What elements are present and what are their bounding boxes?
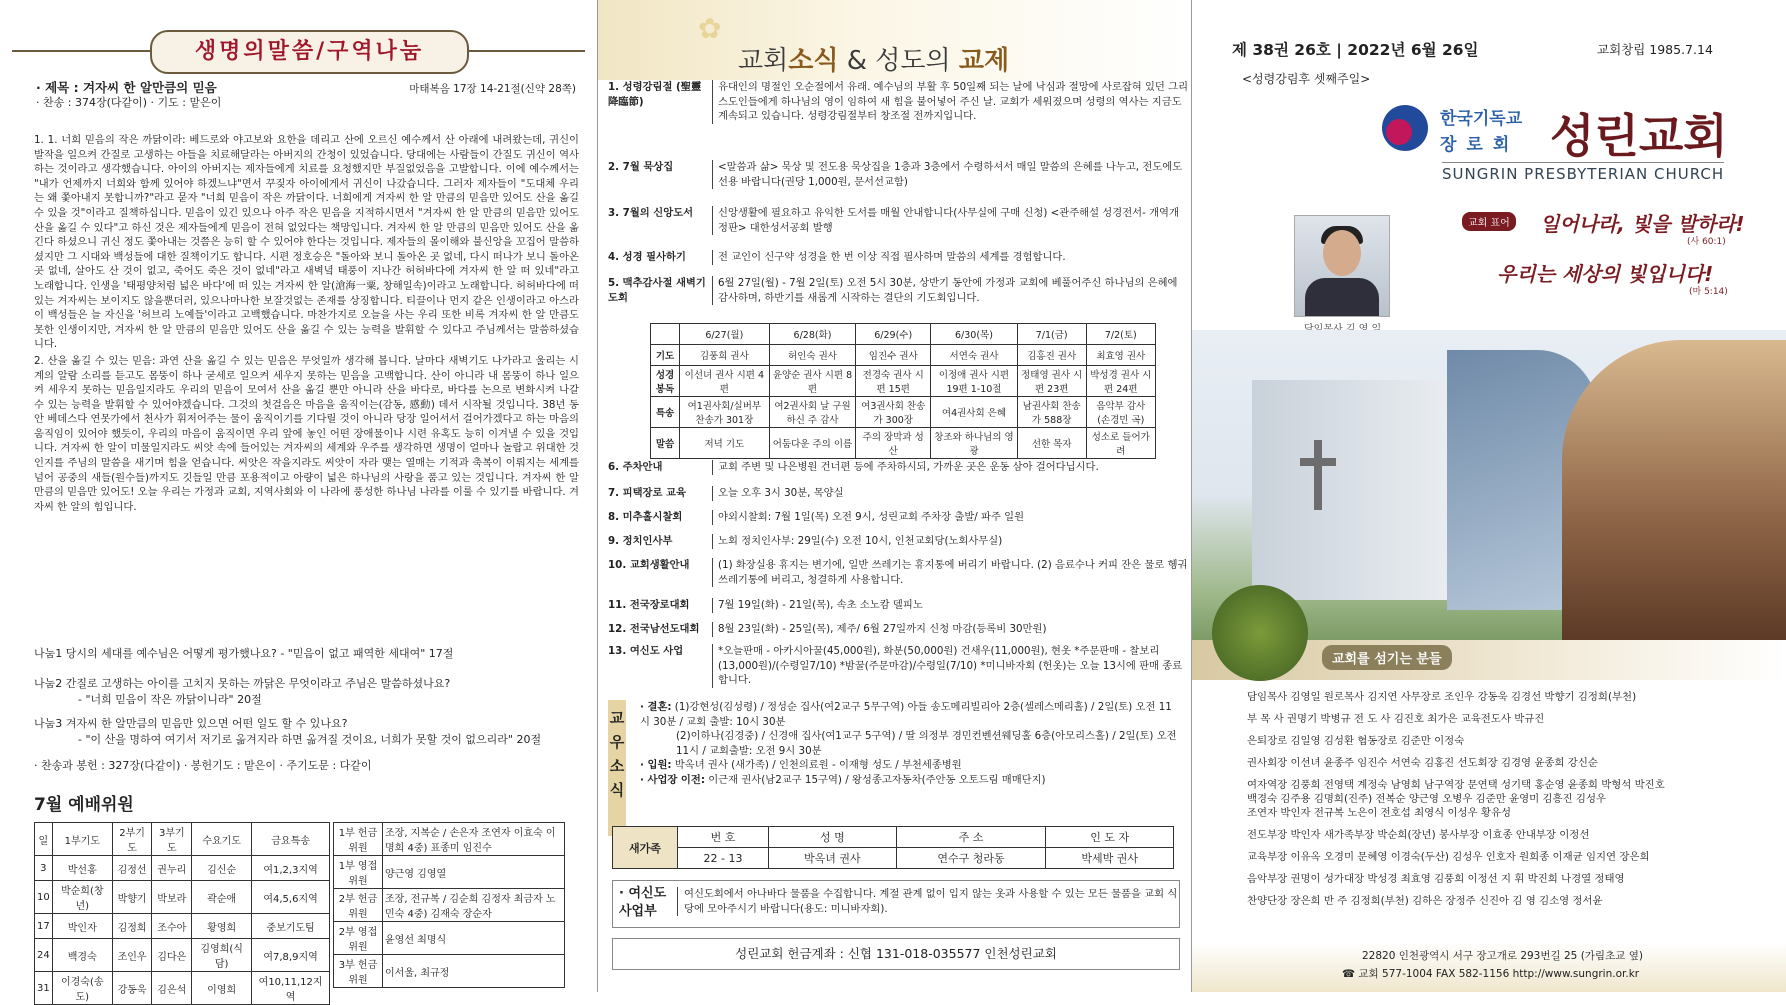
list-item: 여자역장 김풍희 전영택 계정숙 남영희 남구역장 문연택 성기택 홍순영 윤종희 박형석 박진호 [1247, 779, 1665, 791]
list-item: 담임목사 김영일 원로목사 김지연 사무장로 조인우 강동욱 김경선 박향기 김정희(부천) [1247, 691, 1637, 703]
cell: 여10,11,12지역 [252, 972, 330, 1005]
cell: 최효영 권사 [1086, 345, 1155, 366]
sermon-paragraph-2: 2. 산을 옮길 수 있는 믿음: 과연 산을 옮길 수 있는 믿음은 무엇일까 생각해 봅니다. 날마다 새벽기도 나가라고 울리는 시계의 알람 소리를 듣고도 몸뚱이 하나 굳세로 일으켜 세우지 못하는 믿음을 고백합니다. 산이 아니라 내 몸뚱이 하나 일으켜 세우지 못하는 믿음일지라도 우리의 믿음이 모여서 산을 옮길 뿐만 아니라 산을 바다로, 바다를 논으로 변화시켜 나갈 수 있는 능력을 발휘할 수 있어야겠습니다. 그것의 첫걸음은 마음을 움직이는(감동, 感動) 데서 시작될 것입니다. 38년 동안 베데스다 연못가에서 천사가 휘저어주는 물이 움직이기를 기다릴 것이 아니라 당장 일어서서 걸어가겠다고 하는 마음의 움직임이 있어야 했듯이, 우리의 마음이 움직이면 우리 앞에 놓인 어떤 장애물이나 시련 유혹도 능히 이겨낼 수 있을 것입니다. 겨자씨 한 알이 미물일지라도 씨앗 속에 들어있는 겨자씨의 세계와 우주를 생각하면 생명이 얼마나 놀랍고 위대한 것인지를 주님의 말씀을 새기며 힘을 얻습니다. 씨앗은 작을지라도 씨앗이 자라 맺는 열매는 기적과 축복이 이뤄지는 세계를 넘어 공중의 새들(원수들)까지도 깃들일 만큼 포용적이고 아량이 넓은 하나님의 사랑을 품고 있는 것입니다. 겨자씨 한 알 만큼의 믿음만 있어도! 오늘 우리는 가정과 교회, 지역사회와 이 나라에 풍성한 하나님 나라를 이룰 수 있기를 바랍니다. 겨자씨 한 알의 힘입니다. [34, 354, 579, 513]
denomination-line-1: 한국기독교 [1440, 109, 1523, 129]
news-text: 노회 정치인사부: 29일(수) 오전 10시, 인천교회당(노회사무실) [712, 534, 1188, 549]
cell: 김풍희 권사 [680, 345, 770, 366]
cell: 2부 영접위원 [334, 922, 383, 955]
sermon-meta [36, 80, 576, 110]
title-part: 교제 [958, 46, 1010, 76]
church-contact: ☎ 교회 577-1004 FAX 582-1156 http://www.sungrin.or.kr [1342, 968, 1640, 980]
news-label: 3. 7월의 신앙도서 [608, 207, 694, 219]
cell: 24 [35, 939, 53, 972]
cell: 조장, 전규복 / 김순희 김정자 최금자 노민숙 4중) 김재숙 장순자 [383, 889, 565, 922]
cell: 31 [35, 972, 53, 1005]
list-item: 조연자 박인자 전규복 노은이 전호섭 최영식 이성우 황유성 [1247, 807, 1512, 819]
cell: 2부 헌금위원 [334, 889, 383, 922]
cell: 황영희 [192, 914, 252, 939]
header-cell: 인 도 자 [1046, 827, 1174, 848]
row-label: 특송 [651, 397, 680, 428]
table-row [651, 324, 1156, 345]
header-cell: 1부기도 [52, 823, 112, 856]
news-item [608, 206, 1178, 240]
worship-header-row [35, 823, 330, 856]
news-text: (1) 화장실용 휴지는 변기에, 일반 쓰레기는 휴지통에 버리기 바랍니다. (2) 음료수나 커피 잔은 물로 헹궈 쓰레기통에 버리고, 청결하게 사용합니다. [712, 558, 1188, 587]
cell: 전경숙 권사 시편 15편 [856, 366, 931, 397]
news-label: 12. 전국남선도대회 [608, 623, 700, 635]
cell: 조수아 [152, 914, 192, 939]
panel-cover [1192, 0, 1786, 992]
news-text: 전 교인이 신구약 성경을 한 번 이상 직접 필사하며 말씀의 세계를 경험합니다. [712, 250, 1188, 265]
cell: 서연숙 권사 [931, 345, 1018, 366]
list-item: 백경숙 김주용 김명희(진주) 전복순 양근영 오병우 김준만 윤영미 김흥진 김성우 [1247, 793, 1607, 805]
table-row [613, 848, 1174, 869]
header-cell: 2부기도 [112, 823, 152, 856]
news-item [608, 250, 1178, 268]
table-row [334, 889, 565, 922]
cell: 성소로 들어가려 [1086, 428, 1155, 459]
move-text: 이근재 권사(남2교구 15구역) / 왕성종고자동차(주안동 오토드림 매매단지) [708, 773, 1046, 786]
table-row [35, 856, 330, 881]
cell: 선한 목자 [1017, 428, 1086, 459]
news-label: 2. 7월 묵상집 [608, 161, 674, 173]
sermon-hymn-pray: · 찬송 : 374장(다같이) · 기도 : 맡은이 [36, 96, 222, 109]
cell: 여4권사회 은혜 [931, 397, 1018, 428]
flower-icon: ✿ [698, 12, 722, 45]
cell: 권누리 [152, 856, 192, 881]
table-row [334, 856, 565, 889]
cell: 이경숙(송도) [52, 972, 112, 1005]
cell: 박선홍 [52, 856, 112, 881]
cell: 이영희 [192, 972, 252, 1005]
panel-sermon [0, 0, 598, 1003]
news-text: 유대인의 명절인 오순절에서 유래. 예수님의 부활 후 50일째 되는 날에 낙심과 절망에 사로잡혀 있던 그리스도인들에게 하나님의 영이 임하여 새 힘을 불어넣어 주신 날. 교회가 세워졌으며 성령의 역사는 지금도 계속되고 있습니다. 성령강림절부터 창조절 전까지입니다. [712, 80, 1188, 124]
header-cell: 7/2(토) [1086, 324, 1155, 345]
sanctuary-interior-image [1562, 340, 1786, 640]
cell: 이정애 권사 시편 19편 1-10절 [931, 366, 1018, 397]
list-item: 찬양단장 장은희 반 주 김정희(부천) 김하은 장정주 신진아 김 영 김소영 정서윤 [1247, 895, 1603, 907]
new-family-table [612, 826, 1174, 869]
cell: 여2권사회 날 구원하신 주 감사 [769, 397, 856, 428]
table-row [334, 823, 565, 856]
answer-3: - "이 산을 명하여 여기서 저기로 옮겨지라 하면 옮겨질 것이요, 너희가 못할 것이 없으리라" 20절 [78, 733, 542, 746]
news-text: 7월 19일(화) - 21일(목), 속초 소노캄 델피노 [712, 598, 1188, 613]
cell: 박보라 [152, 881, 192, 914]
cell: 백경숙 [52, 939, 112, 972]
news-label: 11. 전국장로대회 [608, 599, 690, 611]
header-cell: 7/1(금) [1017, 324, 1086, 345]
news-text: 야외시찰회: 7월 1일(목) 오전 9시, 성린교회 주차장 출발/ 파주 일원 [712, 510, 1188, 525]
cell: 3부 헌금위원 [334, 955, 383, 988]
news-heading [738, 40, 1148, 77]
table-row [35, 914, 330, 939]
header-cell: 번 호 [678, 827, 769, 848]
sermon-heading: 생명의말씀/구역나눔 [150, 30, 469, 74]
church-logo-icon [1382, 105, 1428, 151]
news-label: 8. 미추홀시찰회 [608, 511, 683, 523]
news-text: 신앙생활에 필요하고 유익한 도서를 매월 안내합니다(사무실에 구매 신청) <관주해설 성경전서- 개역개정판> 대한성서공회 발행 [712, 206, 1188, 235]
news-item [608, 276, 1178, 310]
header-cell: 6/27(월) [680, 324, 770, 345]
cell: 양근영 김영열 [383, 856, 565, 889]
header-cell: 6/30(목) [931, 324, 1018, 345]
photo-body [1305, 278, 1379, 316]
news-item [608, 486, 1178, 504]
cell: 1부 헌금위원 [334, 823, 383, 856]
issue-info: 제 38권 26호 | 2022년 6월 26일 [1232, 41, 1479, 59]
sermon-title: · 제목 : 겨자씨 한 알만큼의 믿음 [36, 80, 217, 95]
answer-2: - "너희 믿음이 작은 까닭이니라" 20절 [78, 693, 262, 706]
liturgical-sunday: <성령강림후 셋째주일> [1242, 72, 1371, 86]
cell: 임진수 권사 [856, 345, 931, 366]
sermon-paragraph-1: 1. 1. 너희 믿음의 작은 까닭이라: 베드로와 야고보와 요한을 데리고 산에 오르신 예수께서 산 아래에 내려왔는데, 귀신이 발작을 일으켜 간질로 고생하는 아들을 치료해달라는 아버지의 간청이 있었습니다. 당대에는 사람들이 간질도 귀신이 역사하는 것이라고 생각했습니다. 아이의 아버지는 제자들에게 치료를 요청했지만 부질없었음을 고발합니다. 이에 예수께서는 "내가 언제까지 너희와 함께 있어야 하겠느냐"면서 꾸짖자 아이에게서 귀신이 나갔습니다. 그러자 제자들이 "도대체 우리는 왜 쫓아내지 못합니까?"라고 묻자 "너희 믿음이 작은 까닭이다. 너희에게 겨자씨 한 알 만큼의 믿음만 있어도 산을 옮길 수 있을 것"이라고 질책하십니다. 믿음이 있긴 있으나 아주 작은 믿음을 지적하시면서 "겨자씨 한 알 만큼의 믿음만 있어도 산을 옮길 수 있다"고 하신 것은 제자들에게 믿음이 전혀 없었다는 책망입니다. 겨자씨 한 알 만큼의 믿음만 있어도 산을 옮긴다 하셨으니 귀신 정도 쫓아내는 것쯤은 능히 할 수 있어야 한다는 것입니다. 제자들의 몰이해와 불신앙을 꼬집어 말씀하셨지만 그 시대와 백성들에 대한 질책이기도 합니다. 시편 정호승은 "돌아와 보니 돌아온 곳 없네, 다시 떠나가 보니 돌아온 곳 없네, 살아도 산 것이 없고, 죽어도 죽은 것이 없네"라고 새벽녘 태풍이 지나간 허허바다에 겨자씨 한 알 떠 있네"라고 노래합니다. 인생을 '태평양처럼 넓은 바다'에 떠 있는 겨자씨 한 알(滄海一粟, 창해일속)이라고 노래합니다. 허허바다에 떠 있는 겨자씨는 보이지도 않을뿐더러, 있으나마나한 보잘것없는 존재를 상징합니다. 티끌이나 먼지 같은 인생이라고 아스라이 백성들은 늘 자신을 '허브리 노예들'이라고 고백했습니다. 마찬가지로 오늘을 사는 우리 또한 비록 겨자씨 한 알 만큼도 못한 인생이지만, 겨자씨 한 알 만큼의 믿음만 있어도 산을 옮길 수 있는 능력을 발휘할 수 있다고 주님께서는 말씀하셨습니다. [34, 134, 579, 351]
cell: 곽순애 [192, 881, 252, 914]
news-item [608, 160, 1183, 194]
attendants-table [333, 822, 565, 988]
news-label: 5. 맥추감사절 새벽기도회 [608, 277, 706, 304]
sermon-scripture: 마태복음 17장 14-21절(신약 28쪽) [409, 83, 576, 95]
cell [651, 324, 680, 345]
news-label: 13. 여신도 사업 [608, 645, 684, 657]
pastor-photo [1294, 215, 1390, 317]
cross-icon [1314, 440, 1322, 510]
cell: 김신순 [192, 856, 252, 881]
table-row [35, 881, 330, 914]
worship-title: 7월 예배위원 [34, 795, 134, 815]
cell: 조인우 [112, 939, 152, 972]
cell: 조장, 지복순 / 손은자 조연자 이효숙 이명희 4중) 표종미 임진수 [383, 823, 565, 856]
cell: 박순희(창년) [52, 881, 112, 914]
list-item: 은퇴장로 김일영 김성환 협동장로 김준만 이정숙 [1247, 735, 1465, 747]
header-cell: 성 명 [769, 827, 897, 848]
member-news [640, 700, 1180, 788]
cell: 창조와 하나님의 영광 [931, 428, 1018, 459]
header-cell: 주 소 [896, 827, 1046, 848]
member-news-label: 교우소식 [608, 700, 626, 836]
header-cell: 3부기도 [152, 823, 192, 856]
church-address: 22820 인천광역시 서구 장고개로 293번길 25 (가림초교 옆) [1362, 950, 1643, 962]
news-label: 9. 정치인사부 [608, 535, 673, 547]
news-item [608, 534, 1178, 552]
denomination-line-2: 장로회 [1440, 135, 1520, 155]
motto-ref-1: (사 60:1) [1687, 237, 1726, 247]
list-item: 부 목 사 권명기 박병규 전 도 사 김진호 최가은 교육전도사 박규진 [1247, 713, 1545, 725]
cell: 이서울, 최규정 [383, 955, 565, 988]
hospital-label: · 입원: [640, 759, 672, 772]
womens-ministry-label: · 여신도 사업부 [619, 886, 667, 919]
header-cell: 6/29(수) [856, 324, 931, 345]
motto-line-2: 우리는 세상의 빛입니다! [1497, 262, 1714, 286]
cell: 여4,5,6지역 [252, 881, 330, 914]
cell: 윤양순 권사 시편 8편 [769, 366, 856, 397]
closing-order: · 찬송과 봉헌 : 327장(다같이) · 봉헌기도 : 맡은이 · 주기도문 : 다같이 [34, 759, 372, 772]
table-row [651, 397, 1156, 428]
cell: 박세박 권사 [1046, 848, 1174, 869]
cell: 저녁 기도 [680, 428, 770, 459]
list-item: 교육부장 이유옥 오경미 문혜영 이경숙(두산) 김성우 인호자 원희종 이재균 임지연 장은희 [1247, 851, 1650, 863]
worship-table [34, 822, 330, 1005]
staff-list [1247, 690, 1767, 908]
tree-icon [1212, 585, 1308, 681]
news-text: 교회 주변 및 나은병원 건너편 등에 주차하시되, 가까운 곳은 운동 삼아 걸어다닙시다. [712, 460, 1188, 475]
header-cell: 금요특송 [252, 823, 330, 856]
header-cell: 일 [35, 823, 53, 856]
offering-account: 성린교회 헌금계좌 : 신협 131-018-035577 인천성린교회 [612, 938, 1180, 970]
cell: 정태영 권사 시편 23편 [1017, 366, 1086, 397]
news-item [608, 622, 1178, 640]
table-row [651, 366, 1156, 397]
cell: 중보기도팀 [252, 914, 330, 939]
cell: 연수구 청라동 [896, 848, 1046, 869]
table-row [35, 972, 330, 1005]
cell: 음악부 감사 (손경민 곡) [1086, 397, 1155, 428]
table-row [613, 827, 1174, 848]
cell: 1부 영접위원 [334, 856, 383, 889]
cell: 22 - 13 [678, 848, 769, 869]
table-row [35, 939, 330, 972]
cell: 10 [35, 881, 53, 914]
cell: 박성경 권사 시편 24편 [1086, 366, 1155, 397]
cell: 허인숙 권사 [769, 345, 856, 366]
news-item [608, 460, 1178, 478]
row-label: 새가족 [613, 827, 678, 869]
wedding-label: · 결혼: [640, 701, 672, 713]
title-part: & 성도의 [838, 46, 959, 76]
list-item: 권사회장 이선녀 윤종주 임진수 서연숙 김홍진 선도회장 김경영 윤종희 강신순 [1247, 757, 1598, 769]
news-item [608, 510, 1178, 528]
header-cell: 수요기도 [192, 823, 252, 856]
news-label: 1. 성령강림절 (聖靈降臨節) [608, 81, 702, 108]
news-text: 6월 27일(월) - 7월 2일(토) 오전 5시 30분, 상반기 동안에 가정과 교회에 베풀어주신 하나님의 은혜에 감사하며, 하반기를 새롭게 시작하는 결단의 기도회입니다. [712, 276, 1188, 305]
title-part: 교회 [738, 46, 789, 76]
sermon-body [34, 133, 579, 516]
wedding-2: (2)이하나(김경중) / 신경애 집사(여1교구 5구역) / 딸 의정부 경민컨벤션웨딩홀 6층(아모리스홀) / 2일(토) 오전 11시 / 교회출발: 오전 9시 30분 [676, 730, 1177, 757]
news-text: <말씀과 삶> 묵상 및 전도용 묵상집을 1층과 3층에서 수령하셔서 매일 말씀의 은혜를 나누고, 전도에도 선용 바랍니다(권당 1,000원, 문서선교함) [712, 160, 1188, 189]
cell: 김영희(식담) [192, 939, 252, 972]
motto-ref-2: (마 5:14) [1689, 287, 1728, 297]
servants-title: 교회를 섬기는 분들 [1322, 645, 1452, 670]
news-item [608, 558, 1188, 592]
motto-line-1: 일어나라, 빛을 발하라! [1540, 212, 1745, 236]
title-part: 소식 [788, 46, 839, 76]
table-row [651, 345, 1156, 366]
table-row [651, 428, 1156, 459]
question-2: 나눔2 간질로 고생하는 아이를 고치지 못하는 까닭은 무엇이라고 주님은 말씀하셨나요? [34, 677, 451, 690]
cell: 박인자 [52, 914, 112, 939]
question-1: 나눔1 당시의 세대를 예수님은 어떻게 평가했나요? - "믿음이 없고 패역한 세대여" 17절 [34, 647, 454, 660]
list-item: 음악부장 권명이 성가대장 박성경 최효영 김풍희 이정선 지 휘 박진희 나경열 정태영 [1247, 873, 1625, 885]
news-item [608, 644, 1183, 694]
cell: 남권사회 찬송가 588장 [1017, 397, 1086, 428]
move-label: · 사업장 이전: [640, 773, 705, 786]
cell: 주의 장막과 성산 [856, 428, 931, 459]
hospital-text: 박옥녀 권사 (새가족) / 인천의료원 - 이재형 성도 / 부천세종병원 [674, 759, 962, 772]
cell: 강동욱 [112, 972, 152, 1005]
cell: 김정희 [112, 914, 152, 939]
cell: 여1,2,3지역 [252, 856, 330, 881]
news-text: 오늘 오후 3시 30분, 목양실 [712, 486, 1188, 501]
womens-ministry-text: 여신도회에서 아나바다 물품을 수집합니다. 계절 관계 없이 입지 않는 옷과 사용할 수 있는 모든 물품을 교회 식당에 모아주시기 바랍니다(용도: 미니바자회). [677, 887, 1184, 916]
news-label: 4. 성경 필사하기 [608, 251, 686, 263]
table-row [334, 922, 565, 955]
cell: 여3권사회 찬송가 300장 [856, 397, 931, 428]
news-label: 10. 교회생활안내 [608, 559, 690, 571]
cell: 김홍진 권사 [1017, 345, 1086, 366]
question-3: 나눔3 겨자씨 한 알만큼의 믿음만 있으면 어떤 일도 할 수 있나요? [34, 717, 348, 730]
row-label: 말씀 [651, 428, 680, 459]
cell: 여7,8,9지역 [252, 939, 330, 972]
photo-face [1323, 230, 1361, 276]
row-label: 성경봉독 [651, 366, 680, 397]
founding-date: 교회창립 1985.7.14 [1597, 42, 1713, 57]
news-item [608, 598, 1178, 616]
cell: 어둠다운 주의 이름 [769, 428, 856, 459]
news-label: 6. 주차안내 [608, 461, 663, 473]
cell: 김다은 [152, 939, 192, 972]
news-text: *오늘판매 - 아카시아꿀(45,000원), 화분(50,000원) 건새우(11,000원), 현옷 *주문판매 - 찰보리(13,000원)/(수령일7/10) *밤꿀(주문마감)/수령일(7/10) *미니바자회 (헌옷)는 오늘 13시에 판매 종료합니다. [712, 644, 1188, 688]
news-label: 7. 피택장로 교육 [608, 487, 686, 499]
cell: 17 [35, 914, 53, 939]
row-label: 기도 [651, 345, 680, 366]
womens-ministry-box [612, 880, 1180, 928]
cell: 박옥녀 권사 [769, 848, 897, 869]
cell: 이선녀 권사 시편 4편 [680, 366, 770, 397]
wedding-1: (1)강현성(김성령) / 정성순 집사(여2교구 5무구역) 아들 송도메리빌리아 2층(셀레스메리홀) / 2일(토) 오전 11시 30분 / 교회 출발: 10시 30분 [640, 701, 1172, 728]
cell: 여1권사회/실버부 찬송가 301장 [680, 397, 770, 428]
news-text: 8월 23일(화) - 25일(목), 제주/ 6월 27일까지 신청 마감(등록비 30만원) [712, 622, 1188, 637]
church-building-image [1252, 380, 1452, 600]
church-name: 성린교회 [1550, 109, 1728, 163]
church-name-english: SUNGRIN PRESBYTERIAN CHURCH [1442, 162, 1724, 183]
cell: 윤영선 최명식 [383, 922, 565, 955]
cell: 김은석 [152, 972, 192, 1005]
dawn-prayer-table [650, 323, 1156, 459]
table-row [334, 955, 565, 988]
cell: 3 [35, 856, 53, 881]
news-item [608, 80, 1189, 160]
header-cell: 6/28(화) [769, 324, 856, 345]
motto-tag: 교회 표어 [1462, 212, 1516, 231]
list-item: 전도부장 박인자 새가족부장 박순희(장년) 봉사부장 이효종 안내부장 이정선 [1247, 829, 1590, 841]
cell: 박향기 [112, 881, 152, 914]
cell: 김정선 [112, 856, 152, 881]
